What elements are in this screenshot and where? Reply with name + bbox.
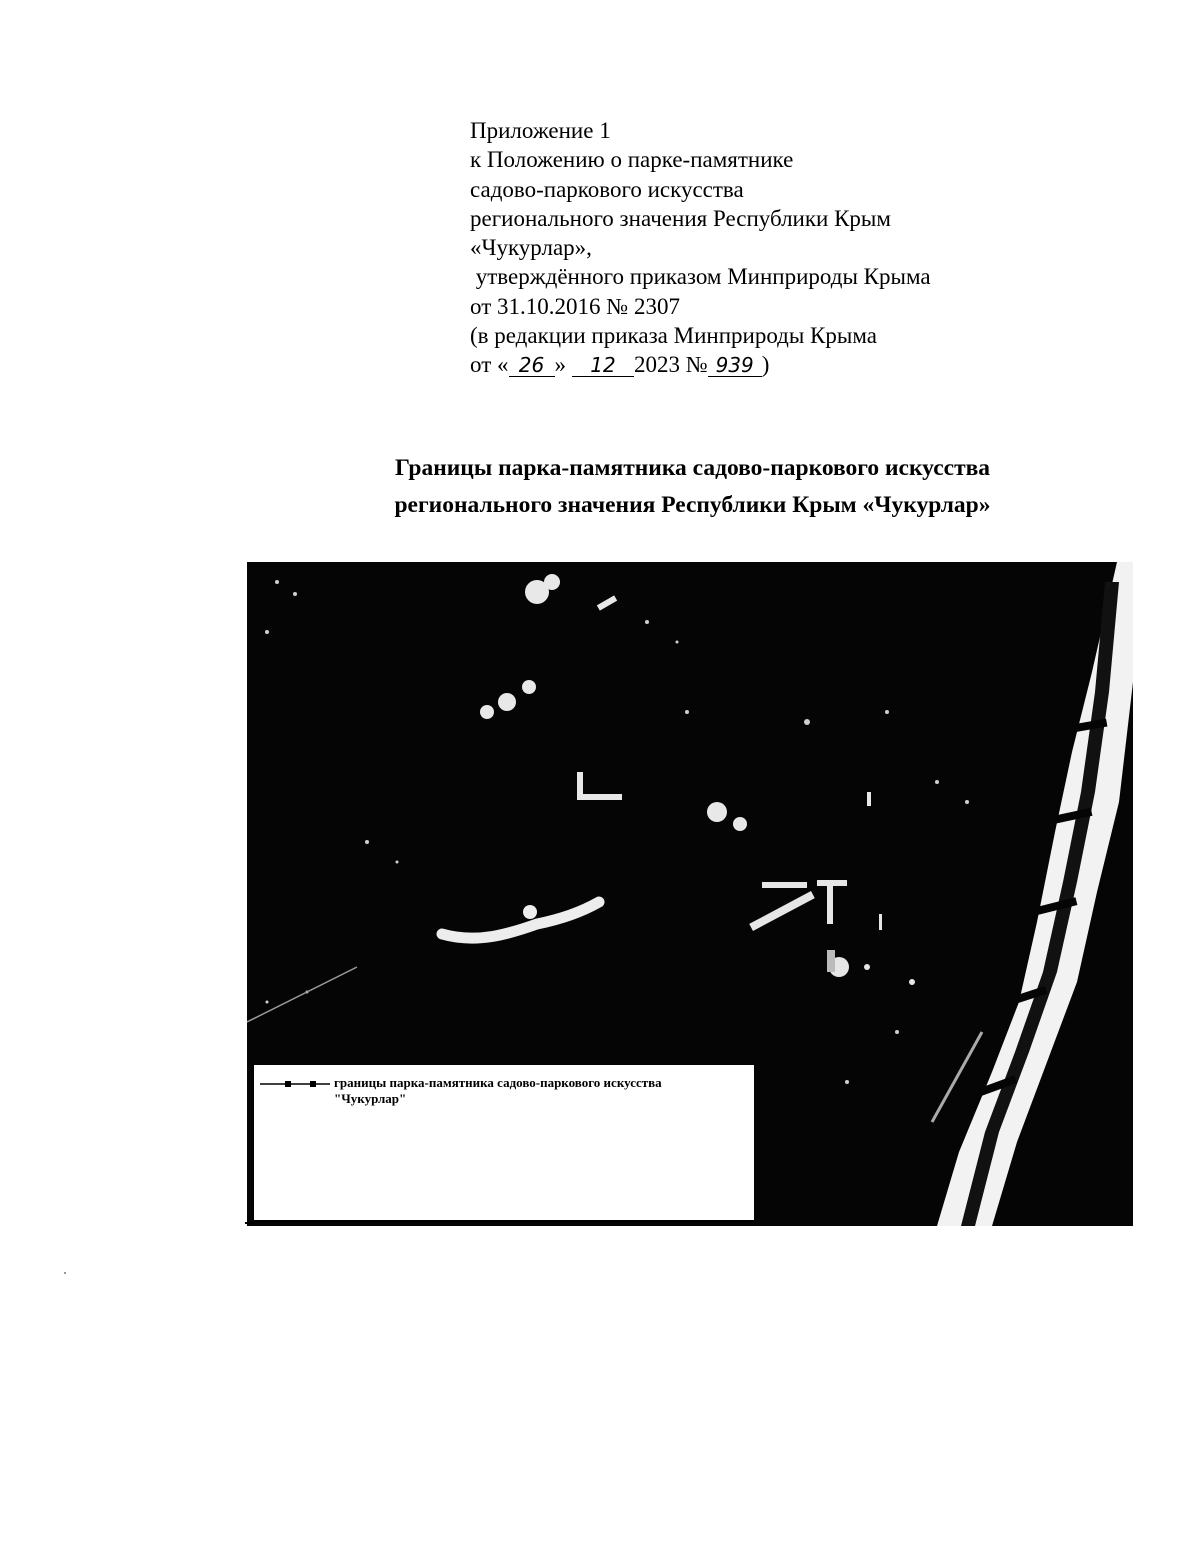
appendix-line-8: (в редакции приказа Минприроды Крыма bbox=[470, 323, 877, 349]
date-mid: » bbox=[554, 352, 566, 378]
legend-line-1: границы парка-памятника садово-паркового искусства bbox=[334, 1075, 662, 1090]
map-legend bbox=[253, 1065, 754, 1222]
date-prefix: от « bbox=[470, 352, 509, 378]
handwritten-order-number: 939 bbox=[708, 354, 762, 377]
legend-frame-corner bbox=[245, 1219, 255, 1224]
handwritten-month: 12 bbox=[572, 354, 634, 377]
appendix-line-7: от 31.10.2016 № 2307 bbox=[470, 293, 680, 319]
pier-line bbox=[932, 1032, 982, 1122]
legend-label bbox=[334, 1075, 744, 1107]
park-path bbox=[442, 902, 599, 938]
date-year: 2023 № bbox=[634, 352, 708, 378]
document-title bbox=[300, 450, 1085, 524]
appendix-date-line bbox=[470, 350, 1030, 379]
appendix-block bbox=[470, 116, 1030, 380]
handwritten-day: 26 bbox=[509, 354, 555, 377]
appendix-line-3: садово-паркового искусства bbox=[470, 176, 744, 202]
appendix-line-5: «Чукурлар», bbox=[470, 235, 592, 261]
date-suffix: ) bbox=[761, 352, 770, 378]
title-line-2: регионального значения Республики Крым «Чукурлар» bbox=[394, 492, 991, 518]
appendix-line-1: Приложение 1 bbox=[470, 118, 611, 143]
feature-cluster-north bbox=[480, 574, 871, 831]
title-line-1: Границы парка-памятника садово-паркового искусства bbox=[394, 455, 991, 481]
central-structures bbox=[749, 880, 915, 985]
appendix-line-4: регионального значения Республики Крым bbox=[470, 205, 891, 231]
scattered-specks bbox=[265, 580, 969, 1084]
legend-line-2: "Чукурлар" bbox=[334, 1091, 407, 1106]
boundary-line-symbol bbox=[260, 1079, 330, 1089]
scan-speck bbox=[64, 1272, 66, 1274]
road-line bbox=[247, 967, 357, 1022]
appendix-line-2: к Положению о парке-памятнике bbox=[470, 147, 794, 173]
appendix-line-6: утверждённого приказом Минприроды Крыма bbox=[470, 264, 931, 290]
path-node bbox=[523, 905, 537, 919]
